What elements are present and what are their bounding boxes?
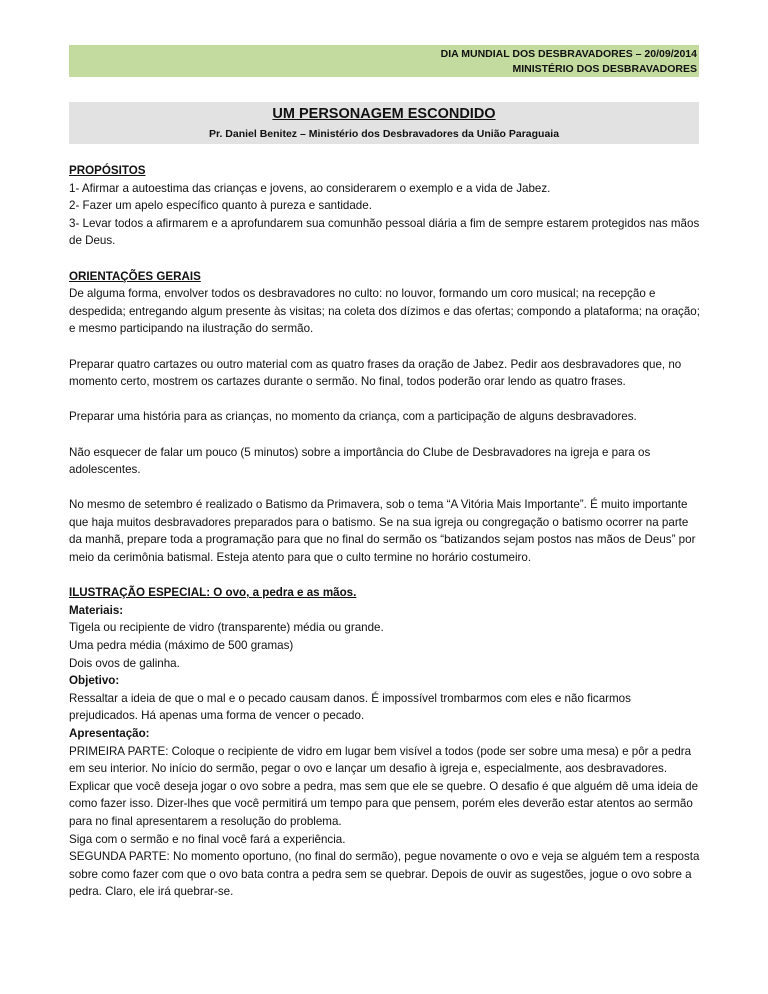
apresentacao-label: Apresentação: bbox=[69, 727, 150, 740]
apresentacao-paragraph: PRIMEIRA PARTE: Coloque o recipiente de vidro em lugar bem visível a todos (pode ser sobre uma mesa) e pôr a pedra em seu interior. No início do sermão, pegar o ovo e lançar um desafio à igreja e, especialmente, aos desbravadores. Explicar que você deseja jogar o ovo sobre a pedra, mas sem que ele se quebre. O desafio é que alguém dê uma ideia de como fazer isso. Dizer-lhes que você permitirá um tempo para que pensem, porém eles deverão estar atentos ao sermão para no final apresentarem a resolução do problema. bbox=[69, 744, 699, 828]
ilustracao-heading: ILUSTRAÇÃO ESPECIAL: O ovo, a pedra e as mãos. bbox=[69, 586, 357, 600]
orientacao-paragraph: Preparar uma história para as crianças, no momento da criança, com a participação de alguns desbravadores. bbox=[69, 410, 637, 424]
orientacao-paragraph: No mesmo de setembro é realizado o Batismo da Primavera, sob o tema “A Vitória Mais Importante”. É muito importante que haja muitos desbravadores preparados para o batismo. Se na sua igreja ou congregação o batismo ocorrer na parte da manhã, prepare toda a programação para que no final do sermão os “batizandos sejam postos nas mãos de Deus” por meio da cerimônia batismal. Esteja atento para que o culto termine no horário costumeiro. bbox=[69, 498, 696, 565]
header-band bbox=[69, 45, 699, 77]
title-band bbox=[69, 102, 699, 144]
orientacao-paragraph: De alguma forma, envolver todos os desbravadores no culto: no louvor, formando um coro musical; na recepção e despedida; entregando algum presente às visitas; na coleta dos dízimos e das ofertas; compondo a plataforma; na oração; e mesmo participando na ilustração do sermão. bbox=[69, 287, 700, 336]
material-item: Uma pedra média (máximo de 500 gramas) bbox=[69, 639, 294, 653]
objetivo-label: Objetivo: bbox=[69, 674, 120, 688]
material-item: Tigela ou recipiente de vidro (transparente) média ou grande. bbox=[69, 621, 384, 635]
apresentacao-paragraph: SEGUNDA PARTE: No momento oportuno, (no final do sermão), pegue novamente o ovo e veja se alguém tem a resposta sobre como fazer com que o ovo bata contra a pedra sem se quebrar. Depois de ouvir as sugestões, jogue o ovo sobre a pedra. Claro, ele irá quebrar-se. bbox=[69, 850, 700, 899]
proposito-item: 2- Fazer um apelo específico quanto à pureza e santidade. bbox=[69, 199, 372, 213]
objetivo-text: Ressaltar a ideia de que o mal e o pecado causam danos. É impossível trombarmos com eles e não ficarmos prejudicados. Há apenas uma forma de vencer o pecado. bbox=[69, 691, 631, 723]
document-title: UM PERSONAGEM ESCONDIDO bbox=[272, 106, 496, 122]
propositos-heading: PROPÓSITOS bbox=[69, 164, 146, 177]
apresentacao-paragraph: Siga com o sermão e no final você fará a experiência. bbox=[69, 832, 346, 846]
orientacao-paragraph: Preparar quatro cartazes ou outro material com as quatro frases da oração de Jabez. Pedir aos desbravadores que, no momento certo, mostrem os cartazes durante o sermão. No final, todos poderão orar lendo as quatro frases. bbox=[69, 357, 682, 389]
document-body bbox=[69, 162, 701, 901]
proposito-item: 3- Levar todos a afirmarem e a aprofundarem sua comunhão pessoal diária a fim de sempre estarem protegidos nas mãos de Deus. bbox=[69, 216, 700, 248]
orientacoes-heading: ORIENTAÇÕES GERAIS bbox=[69, 269, 201, 283]
materiais-label: Materiais: bbox=[69, 603, 124, 617]
header-event-line: DIA MUNDIAL DOS DESBRAVADORES – 20/09/2014 bbox=[440, 48, 697, 60]
header-ministry-line: MINISTÉRIO DOS DESBRAVADORES bbox=[512, 63, 697, 75]
material-item: Dois ovos de galinha. bbox=[69, 656, 180, 670]
orientacao-paragraph: Não esquecer de falar um pouco (5 minutos) sobre a importância do Clube de Desbravadores na igreja e para os adolescentes. bbox=[69, 445, 651, 477]
proposito-item: 1- Afirmar a autoestima das crianças e jovens, ao considerarem o exemplo e a vida de Jabez. bbox=[69, 181, 551, 195]
document-author: Pr. Daniel Benitez – Ministério dos Desbravadores da União Paraguaia bbox=[208, 128, 560, 140]
